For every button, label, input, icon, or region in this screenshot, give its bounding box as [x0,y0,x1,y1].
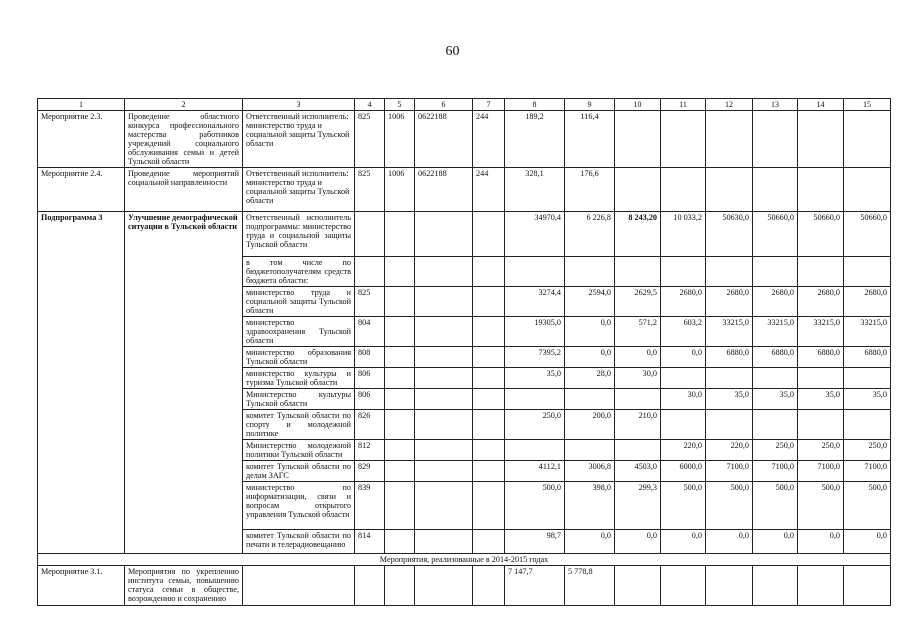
value-cell [505,257,565,287]
value-cell: 176,6 [565,168,615,212]
executor-cell: Ответственный исполнитель: министерство труда и социальной защиты Тульской области [243,111,355,168]
value-cell: 35,0 [505,368,565,389]
header-cell: 11 [661,99,706,111]
value-cell: 30,0 [661,389,706,410]
value-cell [706,410,753,440]
header-cell: 6 [415,99,473,111]
value-cell: 0,0 [565,317,615,347]
value-cell: 8 243,20 [615,212,661,257]
value-cell: 50660,0 [753,212,798,257]
value-cell: 50660,0 [798,212,844,257]
value-cell: 0,0 [615,347,661,368]
value-cell: 250,0 [505,410,565,440]
table-row-measure-2-3 [38,111,891,168]
value-cell: 6880,0 [844,347,891,368]
value-cell [661,368,706,389]
value-cell: 603,2 [661,317,706,347]
executor-cell: министерство культуры и туризма Тульской области [243,368,355,389]
header-cell: 5 [385,99,415,111]
measure-description: Проведение областного конкурса профессионального мастерства работников учреждений социального обслуживания семьи и детей Тульской области [125,111,243,168]
value-cell: 33215,0 [706,317,753,347]
value-cell: 35,0 [706,389,753,410]
value-cell: 5 778,8 [565,566,615,606]
executor-cell: комитет Тульской области по печати и телерадиовещанию [243,530,355,554]
value-cell: 250,0 [753,440,798,461]
code-cell: 826 [355,410,385,440]
value-cell [706,257,753,287]
executor-cell: Министерство молодежной политики Тульской области [243,440,355,461]
value-cell [565,257,615,287]
value-cell: 398,0 [565,482,615,530]
code-cell [355,257,385,287]
value-cell: 2629,5 [615,287,661,317]
value-cell [753,410,798,440]
value-cell [661,410,706,440]
table-row-measure-2-4 [38,168,891,212]
value-cell: 500,0 [844,482,891,530]
header-cell: 14 [798,99,844,111]
value-cell [615,257,661,287]
value-cell: 10 033,2 [661,212,706,257]
value-cell: 6880,0 [753,347,798,368]
value-cell: 500,0 [753,482,798,530]
value-cell: 189,2 [505,111,565,168]
value-cell: 500,0 [798,482,844,530]
header-cell: 4 [355,99,385,111]
value-cell: 7395,2 [505,347,565,368]
code-cell: 0622188 [415,168,473,212]
value-cell: 7100,0 [798,461,844,482]
value-cell: 33215,0 [844,317,891,347]
value-cell: 30,0 [615,368,661,389]
value-cell: 220,0 [706,440,753,461]
value-cell [798,368,844,389]
value-cell: 19305,0 [505,317,565,347]
header-cell: 9 [565,99,615,111]
code-cell: 806 [355,389,385,410]
code-cell: 0622188 [415,111,473,168]
subprogram-description: Улучшение демографической ситуации в Тульской области [125,212,243,554]
value-cell [615,389,661,410]
executor-cell: министерство труда и социальной защиты Тульской области [243,287,355,317]
value-cell: 500,0 [505,482,565,530]
header-cell: 15 [844,99,891,111]
header-cell: 1 [38,99,125,111]
value-cell: 500,0 [661,482,706,530]
value-cell: 35,0 [844,389,891,410]
value-cell: 0,0 [661,347,706,368]
value-cell: 6 226,8 [565,212,615,257]
code-cell: 806 [355,368,385,389]
code-cell: 825 [355,287,385,317]
value-cell: 0,0 [565,347,615,368]
value-cell: 50630,0 [706,212,753,257]
value-cell [844,410,891,440]
executor-cell: Ответственный исполнитель: министерство труда и социальной защиты Тульской области [243,168,355,212]
code-cell: 812 [355,440,385,461]
value-cell: 220,0 [661,440,706,461]
value-cell: 0,0 [661,530,706,554]
value-cell: 4112,1 [505,461,565,482]
value-cell [844,257,891,287]
code-cell: 825 [355,111,385,168]
value-cell: 7 147,7 [505,566,565,606]
value-cell [505,389,565,410]
code-cell: 814 [355,530,385,554]
table-row-subprogram [38,212,891,257]
value-cell: 35,0 [798,389,844,410]
value-cell: 6000,0 [661,461,706,482]
value-cell: 33215,0 [753,317,798,347]
subprogram-name: Подпрограмма 3 [38,212,125,554]
value-cell: 2680,0 [753,287,798,317]
value-cell: 7100,0 [753,461,798,482]
page-number: 60 [445,44,460,59]
value-cell: 2680,0 [798,287,844,317]
value-cell: 250,0 [798,440,844,461]
code-cell: 1006 [385,168,415,212]
executor-cell: комитет Тульской области по спорту и молодежной политике [243,410,355,440]
measure-description: Мероприятия по укреплению института семьи, повышению статуса семьи в обществе, возрождению и сохранению [125,566,243,606]
measure-description: Проведение мероприятий социальной направленности [125,168,243,212]
value-cell: 0,0 [753,530,798,554]
table-row-measure-3-1 [38,566,891,606]
header-cell: 10 [615,99,661,111]
value-cell [565,440,615,461]
value-cell: 3274,4 [505,287,565,317]
value-cell [706,368,753,389]
value-cell: 299,3 [615,482,661,530]
value-cell: 571,2 [615,317,661,347]
executor-cell: комитет Тульской области по делам ЗАГС [243,461,355,482]
executor-cell: Министерство культуры Тульской области [243,389,355,410]
executor-cell: Ответственный исполнитель подпрограммы: министерство труда и социальной защиты Тульской области [243,212,355,257]
value-cell: 6880,0 [798,347,844,368]
executor-cell: министерство образования Тульской области [243,347,355,368]
header-cell: 2 [125,99,243,111]
value-cell [753,257,798,287]
value-cell: 0,0 [615,530,661,554]
value-cell: 2680,0 [661,287,706,317]
code-cell: 1006 [385,111,415,168]
value-cell: 500,0 [706,482,753,530]
value-cell [844,368,891,389]
header-cell: 12 [706,99,753,111]
executor-cell: министерство по информатизации, связи и вопросам открытого управления Тульской области [243,482,355,530]
header-cell: 13 [753,99,798,111]
value-cell: 34970,4 [505,212,565,257]
value-cell [615,440,661,461]
value-cell: 3006,8 [565,461,615,482]
value-cell: 7100,0 [844,461,891,482]
code-cell: 808 [355,347,385,368]
value-cell: 0,0 [706,530,753,554]
value-cell: 98,7 [505,530,565,554]
measure-name: Мероприятие 2.3. [38,111,125,168]
header-cell: 3 [243,99,355,111]
measure-name: Мероприятие 3.1. [38,566,125,606]
value-cell: 6880,0 [706,347,753,368]
value-cell: 2594,0 [565,287,615,317]
value-cell [798,257,844,287]
value-cell: 210,0 [615,410,661,440]
code-cell: 244 [473,168,505,212]
value-cell: 7100,0 [706,461,753,482]
section-header-row [38,554,891,566]
header-row [38,99,891,111]
value-cell: 35,0 [753,389,798,410]
value-cell: 4503,0 [615,461,661,482]
value-cell: 0,0 [798,530,844,554]
value-cell: 200,0 [565,410,615,440]
value-cell: 116,4 [565,111,615,168]
value-cell: 328,1 [505,168,565,212]
header-cell: 8 [505,99,565,111]
value-cell: 2680,0 [706,287,753,317]
header-cell: 7 [473,99,505,111]
executor-cell: в том числе по бюджетополучателям средств бюджета области: [243,257,355,287]
value-cell: 50660,0 [844,212,891,257]
section-title: Мероприятия, реализованные в 2014-2015 годах [38,554,891,566]
value-cell: 0,0 [844,530,891,554]
code-cell: 829 [355,461,385,482]
code-cell [355,212,385,257]
value-cell [565,389,615,410]
value-cell [505,440,565,461]
code-cell: 825 [355,168,385,212]
executor-cell: министерство здравоохранения Тульской области [243,317,355,347]
value-cell [798,410,844,440]
budget-table [37,98,891,606]
code-cell: 804 [355,317,385,347]
value-cell [753,368,798,389]
value-cell: 33215,0 [798,317,844,347]
value-cell [661,257,706,287]
value-cell: 250,0 [844,440,891,461]
value-cell: 28,0 [565,368,615,389]
code-cell: 244 [473,111,505,168]
code-cell: 839 [355,482,385,530]
measure-name: Мероприятие 2.4. [38,168,125,212]
value-cell: 0,0 [565,530,615,554]
value-cell: 2680,0 [844,287,891,317]
